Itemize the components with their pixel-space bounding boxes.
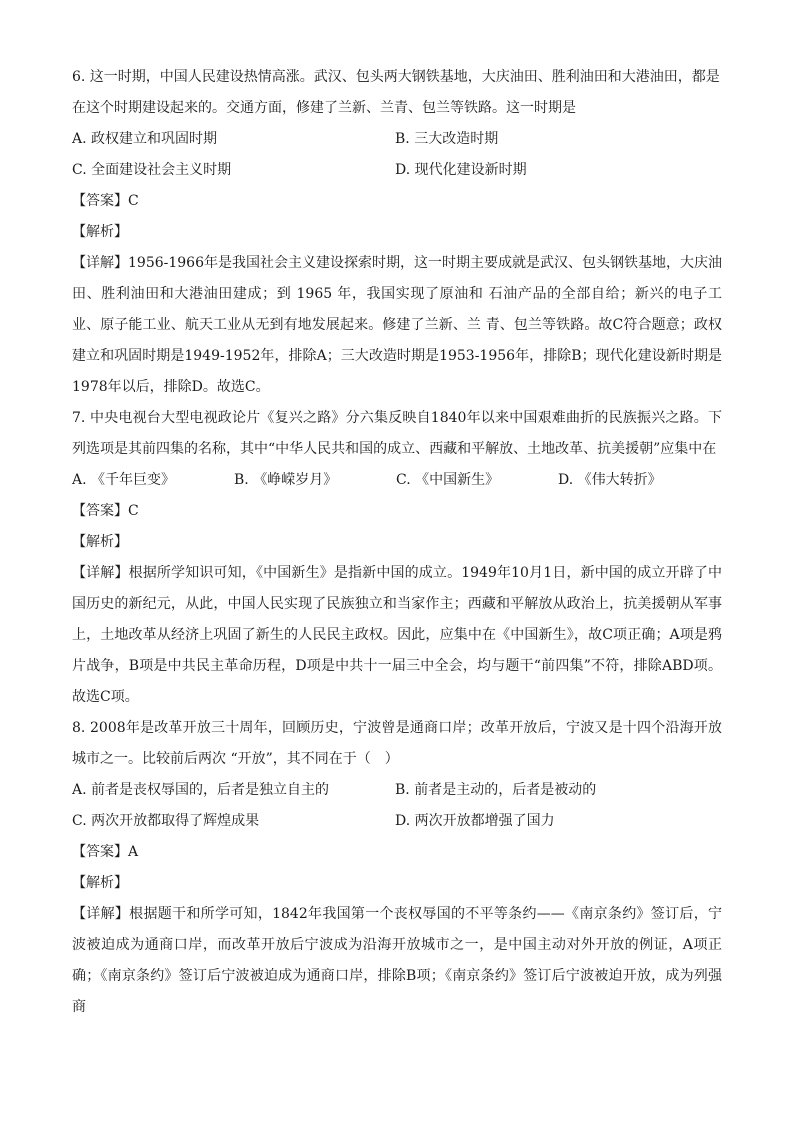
question-6-option-b: B. 三大改造时期	[395, 131, 499, 147]
question-8	[72, 713, 722, 1023]
question-6-option-c: C. 全面建设社会主义时期	[72, 162, 232, 178]
question-7-options	[72, 465, 722, 496]
question-7-answer: 【答案】C	[72, 503, 139, 519]
question-6-analysis-label: 【解析】	[72, 224, 128, 240]
question-6-option-d: D. 现代化建设新时期	[395, 162, 527, 178]
question-8-answer: 【答案】A	[72, 844, 139, 860]
question-7-stem: 7. 中央电视台大型电视政论片《复兴之路》分六集反映自1840年以来中国艰难曲折的民族振兴之路。下列选项是其前四集的名称，其中“中华人民共和国的成立、西藏和平解放、土地改革、抗美援朝”应集中在	[72, 410, 722, 457]
question-7-option-c: C. 《中国新生》	[396, 472, 500, 488]
question-7-option-d: D. 《伟大转折》	[558, 472, 662, 488]
question-7-analysis-label: 【解析】	[72, 534, 128, 550]
question-8-option-d: D. 两次开放都增强了国力	[395, 813, 555, 829]
question-8-option-b: B. 前者是主动的，后者是被动的	[395, 782, 597, 798]
question-8-detail: 【详解】根据题干和所学可知，1842年我国第一个丧权辱国的不平等条约——《南京条约》签订后，宁波被迫成为通商口岸，而改革开放后宁波成为沿海开放城市之一，是中国主动对外开放的例证，A项正确；《南京条约》签订后宁波被迫成为通商口岸，排除B项；《南京条约》签订后宁波被迫开放，成为列强商	[72, 906, 722, 1015]
question-8-option-a: A. 前者是丧权辱国的，后者是独立自主的	[72, 782, 330, 798]
question-6-option-a: A. 政权建立和巩固时期	[72, 131, 218, 147]
question-6-options-row-2	[72, 155, 722, 186]
question-6-detail: 【详解】1956-1966年是我国社会主义建设探索时期，这一时期主要成就是武汉、包头钢铁基地，大庆油田、胜利油田和大港油田建成；到 1965 年，我国实现了原油和 石油产品的全部自给；新兴的电子工业、原子能工业、航天工业从无到有地发展起来。修建了兰新、兰 青、包兰等铁路。故C符合题意；政权建立和巩固时期是1949-1952年，排除A；三大改造时期是1953-1956年，排除B；现代化建设新时期是1978年以后，排除D。故选C。	[72, 255, 722, 395]
question-8-options-row-2	[72, 806, 722, 837]
question-6	[72, 62, 722, 403]
question-6-stem-line-1: 6. 这一时期，中国人民建设热情高涨。武汉、包头两大钢铁基地，大庆油田、胜利油田和大港油田，都是	[72, 69, 720, 85]
question-7	[72, 403, 722, 713]
question-8-stem: 8. 2008年是改革开放三十周年，回顾历史，宁波曾是通商口岸；改革开放后，宁波又是十四个沿海开放城市之一。比较前后两次 “开放”，其不同在于（ ）	[72, 720, 722, 767]
question-8-options-row-1	[72, 775, 722, 806]
question-8-analysis-label: 【解析】	[72, 875, 128, 891]
question-8-option-c: C. 两次开放都取得了辉煌成果	[72, 813, 260, 829]
question-6-options-row-1	[72, 124, 722, 155]
question-6-answer: 【答案】C	[72, 193, 139, 209]
question-7-option-a: A. 《千年巨变》	[72, 472, 176, 488]
question-7-detail: 【详解】根据所学知识可知，《中国新生》是指新中国的成立。1949年10月1日，新中国的成立开辟了中国历史的新纪元，从此，中国人民实现了民族独立和当家作主；西藏和平解放从政治上，抗美援朝从军事上，土地改革从经济上巩固了新生的人民民主政权。因此，应集中在《中国新生》，故C项正确；A项是鸦片战争，B项是中共民主革命历程，D项是中共十一届三中全会，均与题干“前四集”不符，排除ABD项。故选C项。	[72, 565, 722, 705]
document-page	[72, 62, 722, 1023]
question-6-stem-line-2: 在这个时期建设起来的。交通方面，修建了兰新、兰青、包兰等铁路。这一时期是	[72, 100, 576, 116]
question-7-option-b: B. 《峥嵘岁月》	[234, 472, 338, 488]
